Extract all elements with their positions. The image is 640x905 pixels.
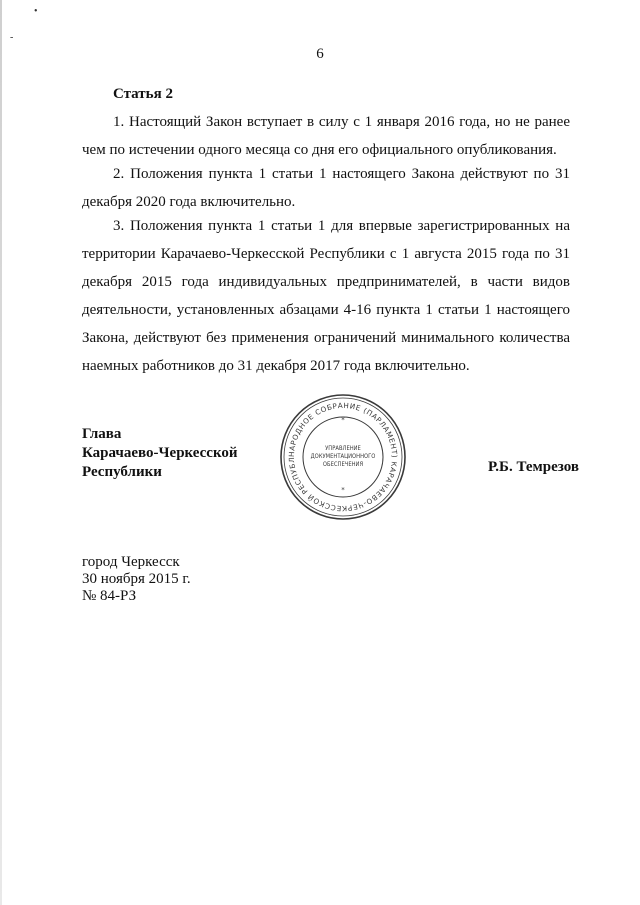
scan-artifact: • xyxy=(34,6,38,17)
seal-graphic xyxy=(278,392,408,522)
signatory-title-line: Глава xyxy=(82,426,122,442)
svg-text:*: * xyxy=(341,416,345,424)
article-paragraph-1: 1. Настоящий Закон вступает в силу с 1 января 2016 года, но не ранее чем по истечении одного месяца со дня его официального опубликования. xyxy=(82,114,570,158)
svg-text:УПРАВЛЕНИЕ: УПРАВЛЕНИЕ xyxy=(325,446,361,452)
signatory-title-line: Карачаево-Черкесской xyxy=(82,445,238,461)
place-date-block xyxy=(82,554,191,605)
scan-artifact: - xyxy=(10,32,14,43)
page-number: 6 xyxy=(316,46,324,62)
law-number-line: № 84-РЗ xyxy=(82,588,137,604)
city-line: город Черкесск xyxy=(82,554,180,570)
signatory-name: Р.Б. Темрезов xyxy=(488,459,579,475)
article-paragraph-3: 3. Положения пункта 1 статьи 1 для впервые зарегистрированных на территории Карачаево-Черкесской Республики с 1 августа 2015 года по 31 декабря 2015 года индивидуальных предпринимателей, в части видов деятельности, установленных абзацами 4-16 пункта 1 статьи 1 настоящего Закона, действуют без применения ограничений минимального количества наемных работников до 31 декабря 2017 года включительно. xyxy=(82,218,570,374)
signatory-title xyxy=(82,425,238,482)
svg-text:ДОКУМЕНТАЦИОННОГО: ДОКУМЕНТАЦИОННОГО xyxy=(310,454,376,460)
svg-text:*: * xyxy=(341,486,345,494)
seal-ring-text: НАРОДНОЕ СОБРАНИЕ (ПАРЛАМЕНТ) КАРАЧАЕВО-ЧЕРКЕССКОЙ РЕСПУБЛ xyxy=(286,400,400,514)
scan-edge xyxy=(0,0,2,905)
article-title: Статья 2 xyxy=(113,86,173,102)
article-paragraph-2: 2. Положения пункта 1 статьи 1 настоящего Закона действуют по 31 декабря 2020 года включительно. xyxy=(82,166,570,210)
signatory-title-line: Республики xyxy=(82,464,162,480)
seal-center-text xyxy=(311,446,376,468)
date-line: 30 ноября 2015 г. xyxy=(82,571,191,587)
official-seal-stamp xyxy=(278,392,408,522)
svg-text:ОБЕСПЕЧЕНИЯ: ОБЕСПЕЧЕНИЯ xyxy=(322,462,364,468)
